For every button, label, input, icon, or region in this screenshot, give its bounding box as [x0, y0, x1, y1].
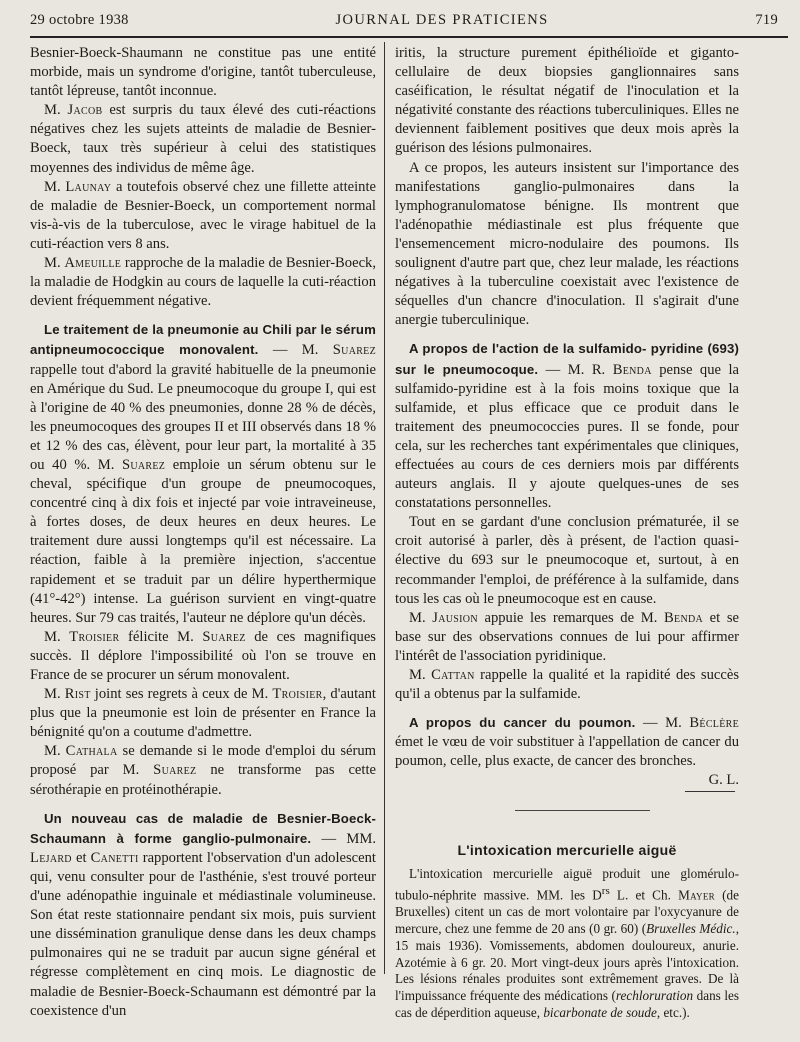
- paragraph: iritis, la structure purement épithélioïde et giganto-cellulaire de deux biopsies ganglionnaires sans caséification, le résultat négatif de l'inoculation et la négativité constante des réactions tuberculiniques. Elles ne deviennent faiblement positives que deux mois après la guérison des lésions pulmonaires.: [395, 45, 739, 157]
- person-name: Suarez: [153, 762, 197, 779]
- section-sulfamido-pyridine: [395, 339, 739, 704]
- paragraph: A ce propos, les auteurs insistent sur l'importance des manifestations ganglio-pulmonaires dans la lymphogranulomatose bénigne. Ils montrent que l'adénopathie médiastinale est plus fréquente que l'ensemencement micro-nodulaire des poumons. Ils soulignent d'autre part que, chez leur malade, les réactions négatives à la tuberculine coexistait avec l'existence de séquelles d'un chancre d'inoculation. Il s'agirait d'une anergie tuberculinique.: [395, 159, 739, 329]
- person-name: Suarez: [121, 456, 166, 473]
- citation: Bruxelles Médic.: [646, 920, 736, 936]
- page-header: [30, 12, 778, 34]
- paragraph: M. Cattan rappelle la qualité et la rapidité des succès qu'il a obtenus par la sulfamide.: [395, 667, 739, 703]
- paragraph: M. Launay a toutefois observé chez une fillette atteinte de maladie de Besnier-Boeck, un comportement normal vis-à-vis de la tuberculose, avec le virage habituel de la cuti-réaction vers 8 ans.: [30, 178, 376, 252]
- paragraph: M. Jausion appuie les remarques de M. Benda et se base sur des observations connues de lui pour affirmer l'intérêt de l'association pyridinique.: [395, 609, 739, 664]
- person-name: Canetti: [90, 849, 139, 866]
- header-date: 29 octobre 1938: [30, 12, 129, 28]
- person-name: Suarez: [332, 342, 376, 359]
- paragraph: M. Cathala se demande si le mode d'emploi du sérum proposé par M. Suarez ne transforme pas cette sérothérapie en protéinothérapie.: [30, 743, 376, 798]
- section-pneumonie-chili: [30, 320, 376, 799]
- right-column: [395, 44, 739, 1022]
- person-name: Béclère: [689, 715, 739, 732]
- section-separator-rule: [515, 810, 650, 811]
- paragraph: Besnier-Boeck-Shaumann ne constitue pas une entité morbide, mais un syndrome d'origine, tantôt tuberculeuse, tantôt lépreuse, tantôt inconnue.: [30, 45, 376, 100]
- article-title: L'intoxication mercurielle aiguë: [457, 841, 677, 858]
- person-name: Suarez: [202, 628, 246, 645]
- signature-rule: [685, 791, 735, 792]
- person-name: Cattan: [431, 667, 475, 683]
- paragraph: L'intoxication mercurielle aiguë produit une glomérulo-tubulo-néphrite massive. MM. les $D^{rs}$ L. et Ch. Mayer (de Bruxelles) citent un cas de mort volontaire par l'oxycyanure de mercure, chez une femme de 20 ans (0 gr. 60) (Bruxelles Médic., 15 mais 1936). Vomissements, abdomen douloureux, anurie. Azotémie à 6 gr. 20. Mort vingt-deux jours après l'intoxication. Les lésions rénales produites sont extrêmement graves. De là l'impuissance fréquente des médications (rechloruration dans les cas de déperdition aqueuse, bicarbonate de soude, etc.).: [395, 865, 739, 1021]
- article-body: [395, 866, 739, 1023]
- person-name: Launay: [65, 178, 112, 195]
- person-name: Rist: [64, 686, 91, 703]
- person-name: Troisier: [272, 686, 323, 703]
- person-name: Benda: [612, 361, 652, 378]
- section-besnier-boeck: [30, 809, 376, 1021]
- section-paragraph: Un nouveau cas de maladie de Besnier-Boeck-Schaumann à forme ganglio-pulmonaire. — MM. Lejard et Canetti rapportent l'observation d'un adolescent qui, venu consulter pour de l'asthénie, s'est trouvé porteur d'une adénopathie inguinale et médiastinale volumineuse. Son état reste stationnaire pendant six mois, puis survient une dissémination granulique dense dans les deux champs pulmonaires qui ne se traduit par aucun signe général et régresse complètement en cinq mois. Le diagnostic de maladie de Besnier-Boeck-Schaumann est démontré par la coexistence d'un: [30, 810, 377, 1019]
- section-title: Le traitement de la pneumonie au Chili par le sérum antipneumococcique monovalent.: [30, 322, 376, 358]
- paragraph: M. Jacob est surpris du taux élevé des cuti-réactions négatives chez les sujets atteints de maladie de Besnier-Boeck, taux très supérieur à celui des statistiques moyennes des individus de même âge.: [30, 102, 376, 176]
- person-name: Jausion: [432, 609, 478, 626]
- person-name: Troisier: [69, 628, 120, 645]
- section-title: A propos du cancer du poumon.: [409, 715, 636, 731]
- header-rule: [30, 36, 788, 38]
- person-name: Benda: [664, 609, 704, 626]
- section-title: A propos de l'action de la sulfamido- pyridine (693) sur le pneumocoque.: [395, 341, 739, 377]
- section-cancer-poumon: [395, 713, 739, 791]
- section-paragraph: A propos du cancer du poumon. — M. Béclère émet le vœu de voir substituer à l'appellation de cancer du poumon, celle, plus exacte, de cancer des bronches.: [395, 715, 739, 770]
- person-name: Lejard: [30, 849, 72, 866]
- left-column: [30, 44, 376, 1021]
- paragraph: Tout en se gardant d'une conclusion prématurée, il se croit autorisé à parler, dès à présent, de l'action quasi-élective du 693 sur le pneumocoque et, surtout, à en recommander l'emploi, de préférence à la sulfamide, dans tous les cas où le pneumocoque est en cause.: [395, 514, 739, 607]
- signature: G. L.: [708, 772, 739, 789]
- paragraph: M. Troisier félicite M. Suarez de ces magnifiques succès. Il déplore l'impossibilité où l'on se trouve en France de se procurer un sérum monovalent.: [30, 628, 376, 683]
- person-name: Ameuille: [64, 255, 122, 272]
- header-page-number: 719: [755, 12, 778, 28]
- section-title: Un nouveau cas de maladie de Besnier-Boeck-Schaumann à forme ganglio-pulmonaire.: [30, 810, 376, 846]
- section-paragraph: Le traitement de la pneumonie au Chili par le sérum antipneumococcique monovalent. — M. Suarez rappelle tout d'abord la gravité habituelle de la pneumonie en Amérique du Sud. Le pneumocoque du groupe I, qui est à l'origine de 40 % des pneumonies, donne 28 % de décès, les pneumocoques des groupes II et III observés dans 18 % et 12 % des cas, élèvent, pour leur part, la mortalité à 35 ou 40 %. M. Suarez emploie un sérum obtenu sur le cheval, spécifique d'un groupe de pneumocoques, concentré cinq à dix fois et injecté par voie intraveineuse, à fortes doses, de deux heures en deux heures. Le traitement dure aussi longtemps qu'il est nécessaire. La réaction, faible à la première injection, s'accentue rapidement et se traduit par un délire hyperthermique (41°-42°) intense. La guérison survient en vingt-quatre heures. Sur 79 cas traités, l'auteur ne déplore qu'un décès.: [30, 322, 377, 626]
- column-divider: [384, 42, 385, 974]
- paragraph: M. Ameuille rapproche de la maladie de Besnier-Boeck, la maladie de Hodgkin au cours de laquelle la cuti-réaction devient fréquemment négative.: [30, 255, 376, 310]
- section-paragraph: A propos de l'action de la sulfamido- pyridine (693) sur le pneumocoque. — M. R. Benda pense que la sulfamido-pyridine est à la fois moins toxique que la sulfamide, et plus efficace que ce produit dans le traitement des pneumococcies pures. Il se fonde, pour cela, sur les recherches tant expérimentales que cliniques, effectuées au cours de ces derniers mois par différents auteurs anglais. Il y ajoute quelques-unes de ses constatations personnelles.: [395, 341, 740, 512]
- paragraph: M. Rist joint ses regrets à ceux de M. Troisier, d'autant plus que la pneumonie est loin de présenter en France la bénignité qu'on a coutume d'admettre.: [30, 686, 376, 741]
- person-name: Cathala: [65, 743, 118, 760]
- person-name: Jacob: [67, 102, 103, 119]
- header-journal-title: JOURNAL DES PRATICIENS: [335, 12, 549, 28]
- person-name: Mayer: [678, 886, 715, 902]
